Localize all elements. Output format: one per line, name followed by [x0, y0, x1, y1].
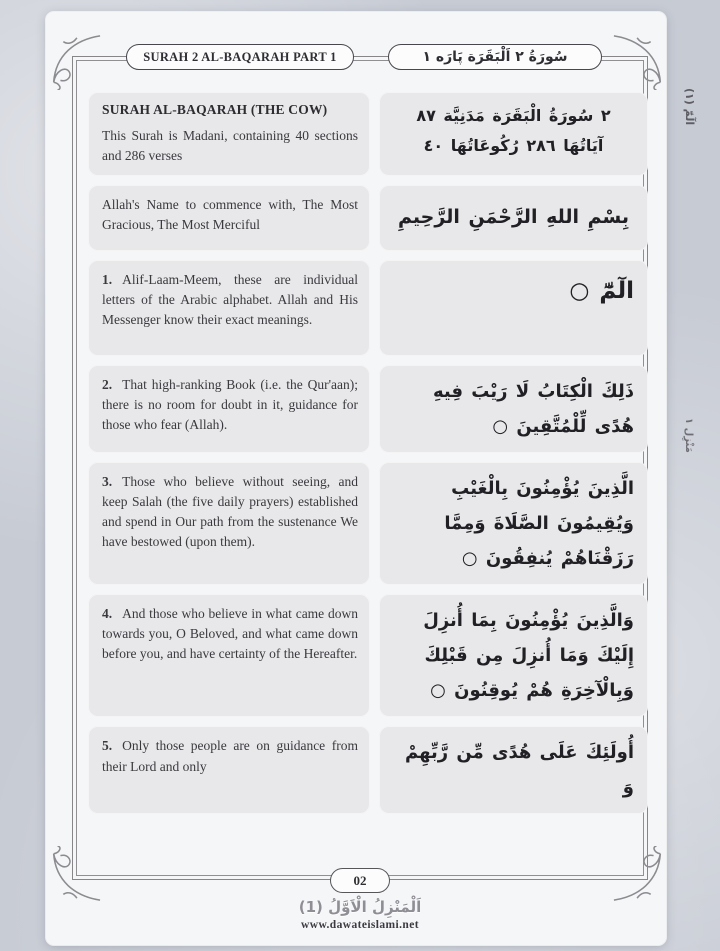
verse-4-number: 4.	[102, 605, 113, 621]
surah-intro-arabic-line2: آيَاتُهَا ٢٨٦ رُكُوعَاتُهَا ٤٠	[423, 136, 604, 156]
verse-5-translation	[102, 736, 358, 777]
verse-3-translation	[102, 472, 358, 553]
surah-name-heading: SURAH AL-BAQARAH (THE COW)	[102, 102, 328, 117]
verse-2-arabic-text: ذَلِكَ الْكِتَابُ لَا رَيْبَ فِيهِ هُدًى لِّلْمُتَّقِينَ ○	[432, 380, 634, 437]
bismillah-arabic-text: بِسْمِ اللهِ الرَّحْمَنِ الرَّحِيمِ	[398, 206, 629, 229]
verse-4-arabic-text: وَالَّذِينَ يُؤْمِنُونَ بِمَا أُنزِلَ إِلَيْكَ وَمَا أُنزِلَ مِن قَبْلِكَ وَبِالْآخِرَةِ هُمْ يُوقِنُونَ ○	[423, 609, 634, 702]
verse-3-arabic	[379, 462, 648, 585]
translation-table	[88, 92, 648, 814]
verse-row-1	[88, 260, 648, 356]
verse-2-english	[88, 365, 370, 453]
bismillah-arabic	[379, 185, 648, 251]
verse-3-arabic-text: الَّذِينَ يُؤْمِنُونَ بِالْغَيْبِ وَيُقِيمُونَ الصَّلَاةَ وَمِمَّا رَزَقْنَاهُمْ يُنفِقُونَ ○	[444, 477, 634, 569]
corner-ornament-bottom-left	[44, 846, 102, 904]
verse-row-3	[88, 462, 648, 585]
verse-row-4	[88, 594, 648, 717]
verse-4-english	[88, 594, 370, 717]
surah-intro-arabic-line1: ٢ سُورَةُ الْبَقَرَة مَدَنِيَّة ٨٧	[416, 106, 611, 125]
header-title-arabic-label: سُورَةُ ٢ اَلْبَقَرَة پَارَه ١	[422, 49, 568, 65]
verse-5-english	[88, 726, 370, 814]
verse-4-translation	[102, 604, 358, 665]
verse-2-number: 2.	[102, 376, 113, 392]
verse-2-translation	[102, 375, 358, 436]
header-title-arabic	[388, 44, 602, 70]
footer-manzil-label: اَلْمَنْزِلُ الْاَوَّلُ (1)	[298, 898, 422, 916]
margin-tab-manzil: مَنْزِل ١	[683, 418, 694, 453]
corner-ornament-bottom-right	[612, 846, 670, 904]
verse-1-number: 1.	[102, 271, 113, 287]
verse-1-arabic	[379, 260, 648, 356]
verse-3-text: Those who believe without seeing, and keep Salah (the five daily prayers) established and spend in Our path from the sustenance We have bestowed (upon them).	[102, 473, 358, 550]
verse-4-arabic	[379, 594, 648, 717]
verse-1-translation	[102, 270, 358, 331]
verse-3-english	[88, 462, 370, 585]
verse-3-number: 3.	[102, 473, 113, 489]
verse-1-arabic-text: الٓمّٓ ○	[569, 277, 634, 304]
corner-ornament-top-right	[612, 32, 670, 90]
verse-2-text: That high-ranking Book (i.e. the Qur'aan); there is no room for doubt in it, guidance for those who fear (Allah).	[102, 376, 358, 432]
page-number: 02	[353, 872, 367, 888]
corner-ornament-top-left	[44, 32, 102, 90]
margin-tab-juz: الٓمّٓ (١)	[683, 88, 696, 126]
surah-intro-row	[88, 92, 648, 176]
verse-5-number: 5.	[102, 738, 113, 754]
header-title-english-label: SURAH 2 AL-BAQARAH PART 1	[143, 49, 337, 64]
verse-2-arabic	[379, 365, 648, 453]
surah-intro-arabic	[379, 92, 648, 176]
footer-website: www.dawateislami.net	[301, 919, 419, 931]
page-number-badge	[330, 868, 390, 893]
bismillah-english-text: Allah's Name to commence with, The Most Gracious, The Most Merciful	[102, 196, 358, 232]
verse-4-text: And those who believe in what came down towards you, O Beloved, and what came down before you, and have certainty of the Hereafter.	[102, 605, 358, 662]
verse-5-text: Only those people are on guidance from their Lord and only	[102, 738, 358, 774]
verse-5-arabic	[379, 726, 648, 814]
surah-intro-english	[88, 92, 370, 176]
bismillah-row	[88, 185, 648, 251]
verse-row-2	[88, 365, 648, 453]
verse-1-english	[88, 260, 370, 356]
verse-row-5	[88, 726, 648, 814]
surah-intro-text: This Surah is Madani, containing 40 sections and 286 verses	[102, 128, 358, 164]
verse-5-arabic-text: أُولَئِكَ عَلَى هُدًى مِّن رَّبِّهِمْ وَ	[405, 742, 634, 799]
header-title-english	[126, 44, 354, 70]
verse-1-text: Alif-Laam-Meem, these are individual letters of the Arabic alphabet. Allah and His Messenger know their exact meanings.	[102, 271, 358, 327]
bismillah-english	[88, 185, 370, 251]
